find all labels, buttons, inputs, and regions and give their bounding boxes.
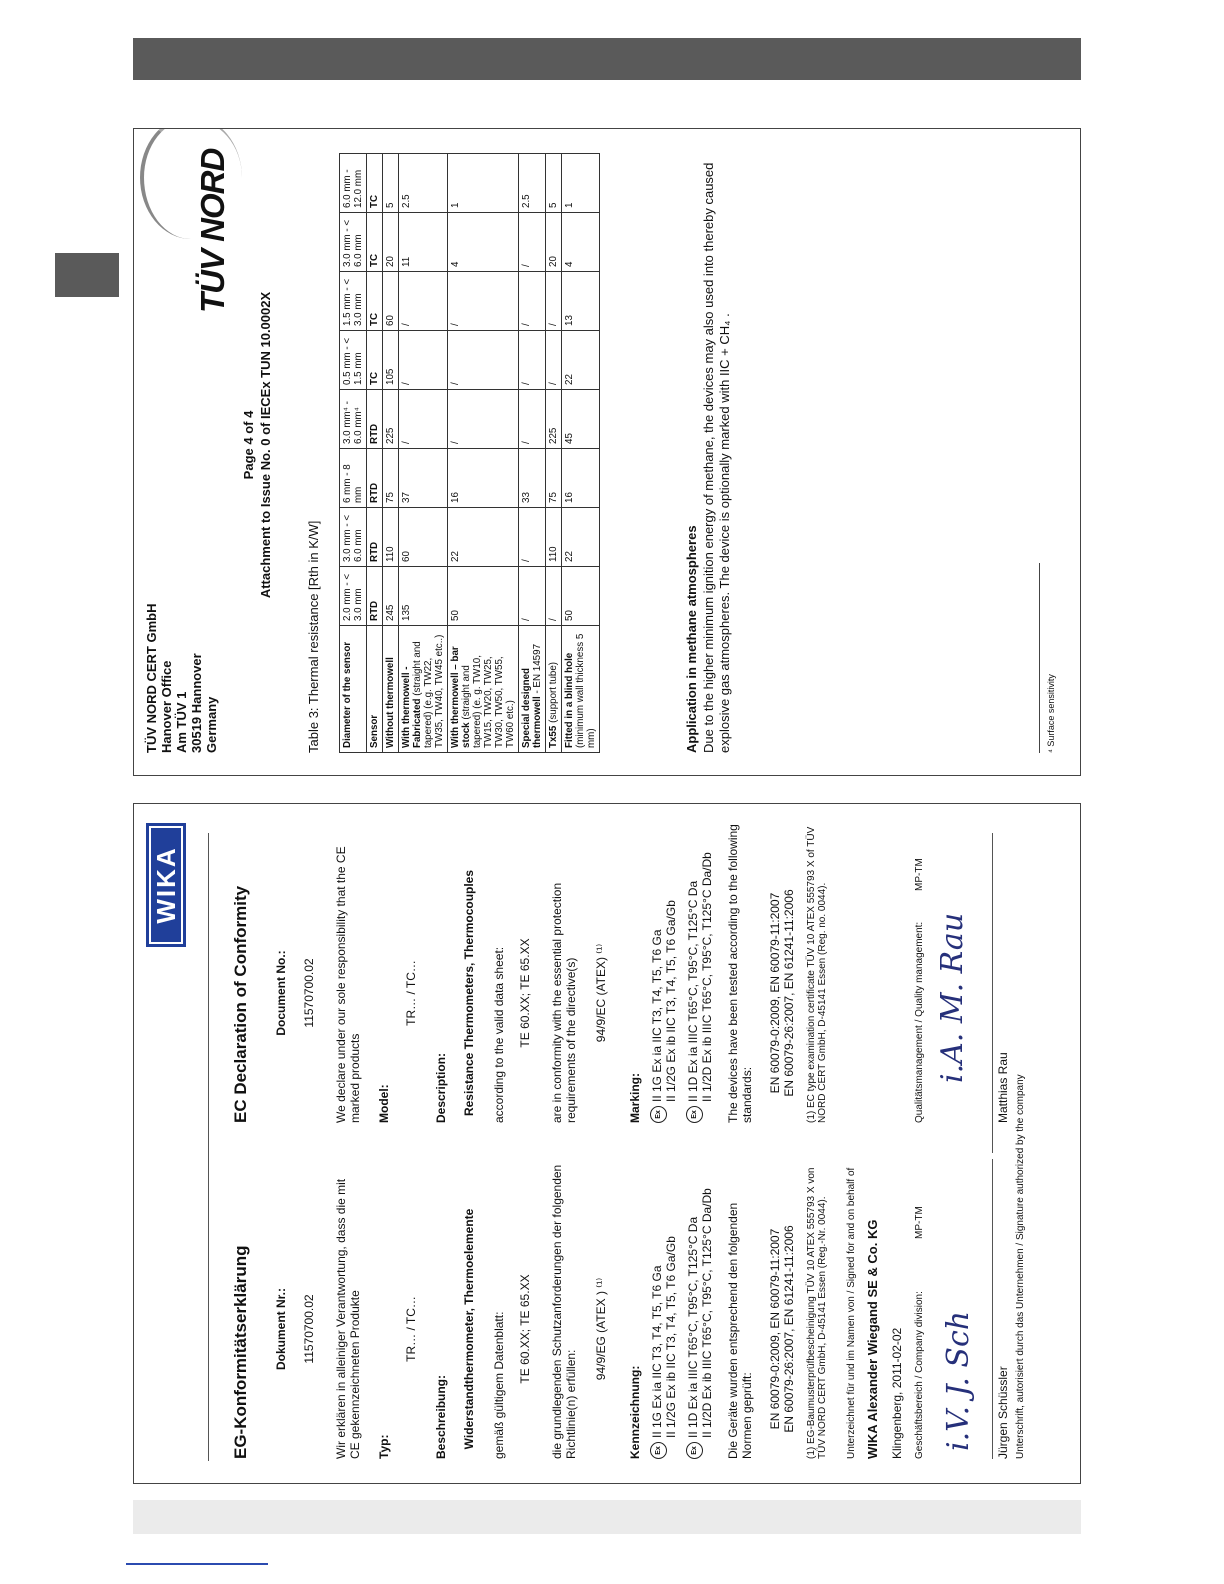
marking-line: II 1G Ex ia IIC T3, T4, T5, T6 Ga bbox=[650, 1265, 664, 1438]
table-cell: 11 bbox=[399, 213, 448, 272]
signer-name: Matthias Rau bbox=[996, 1052, 1010, 1123]
table-cell: 60 bbox=[383, 272, 399, 331]
document-number-label: Dokument Nr.: bbox=[274, 1288, 288, 1371]
table-cell: 50 bbox=[562, 567, 600, 626]
description-value: Widerstandthermometer, Thermoelemente bbox=[462, 1208, 476, 1450]
standards bbox=[768, 863, 796, 1123]
table-cell: / bbox=[399, 331, 448, 390]
table-cell: 110 bbox=[383, 508, 399, 567]
sensor-type-cell: TC bbox=[369, 371, 380, 385]
table-row bbox=[340, 154, 367, 753]
certificate-footnote: (1) EG-Baumusterprüfbescheinigung TÜV 10 ATEX 555793 X von TÜV NORD CERT GmbH, D-45141 Essen (Reg.-Nr. 0044). bbox=[806, 1167, 828, 1459]
diameter-header: Diameter of the sensor bbox=[342, 641, 353, 748]
declaration-intro: We declare under our sole responsibility that the CE marked products bbox=[334, 846, 362, 1123]
marking-line: II 1/2D Ex ib IIIC T65°C, T95°C, T125°C Da/Db bbox=[700, 852, 714, 1102]
table-row bbox=[383, 154, 399, 753]
division-label: Geschäftsbereich / Company division: bbox=[914, 1291, 925, 1459]
table-row bbox=[399, 154, 448, 753]
sensor-type-cell: TC bbox=[369, 194, 380, 208]
footnote-rule bbox=[1039, 563, 1040, 753]
table-cell: 1 bbox=[562, 154, 600, 213]
table-caption: Table 3: Thermal resistance [Rth in K/W] bbox=[306, 520, 321, 753]
row-label: Fitted in a blind hole bbox=[564, 652, 575, 748]
table-cell: 2.5 bbox=[399, 154, 448, 213]
directive: 94/9/EG (ATEX ) ⁽¹⁾ bbox=[594, 1277, 608, 1381]
ex-hexagon-icon: Ex bbox=[686, 1106, 703, 1123]
methane-section-text: Due to the higher minimum ignition energy of methane, the devices may also used into thereby caused explosive gas atmospheres. The device is optionally marked with IIC + CH₄ . bbox=[701, 162, 732, 753]
quality-management-value: MP-TM bbox=[914, 858, 925, 891]
table-cell: / bbox=[546, 272, 562, 331]
table-cell: / bbox=[448, 272, 519, 331]
table-cell: 50 bbox=[448, 567, 519, 626]
marking-dust bbox=[686, 1188, 714, 1459]
standard-line: EN 60079-0:2009, EN 60079-11:2007 bbox=[768, 1228, 782, 1430]
footer-link-underline bbox=[126, 1563, 268, 1565]
document-number: 11570700.02 bbox=[302, 1294, 316, 1364]
description-label: Beschreibung: bbox=[434, 1374, 448, 1459]
marking-line: II 1/2G Ex ib IIC T3, T4, T5, T6 Ga/Gb bbox=[664, 1236, 678, 1438]
table-row bbox=[562, 154, 600, 753]
document-number: 11570700.02 bbox=[302, 958, 316, 1028]
row-label: With thermowell - Fabricated bbox=[401, 666, 423, 748]
row-label-detail: (straight and tapered) (e.g. TW22, TW35, TW40, TW45 etc..) bbox=[412, 634, 445, 748]
datasheet-label: gemäß gültigem Datenblatt: bbox=[492, 1311, 506, 1459]
signature-de: i.V. J. Sch bbox=[941, 1310, 976, 1451]
standards bbox=[768, 1199, 796, 1459]
tuv-logo-text: TÜV NORD bbox=[194, 148, 231, 313]
document-number-label: Document No.: bbox=[274, 950, 288, 1036]
header-rule bbox=[208, 833, 209, 1461]
ex-hexagon-icon: Ex bbox=[686, 1442, 703, 1459]
table-cell: 20 bbox=[546, 213, 562, 272]
type-value: TR… / TC… bbox=[404, 1296, 418, 1362]
table-cell: / bbox=[519, 272, 546, 331]
datasheet-label: according to the valid data sheet: bbox=[492, 946, 506, 1123]
english-title: EC Declaration of Conformity bbox=[231, 885, 250, 1123]
standard-line: EN 60079-0:2009, EN 60079-11:2007 bbox=[768, 892, 782, 1094]
type-label: Typ: bbox=[377, 1434, 391, 1459]
table-cell: 22 bbox=[448, 508, 519, 567]
certificate-footnote: (1) EC type examination certificate TÜV 10 ATEX 555793 X of TÜV NORD CERT GmbH, D-45141 Essen (Reg. no. 0044). bbox=[806, 826, 828, 1123]
tuv-address-line: Hanover Office bbox=[159, 660, 174, 753]
table-cell: 75 bbox=[546, 449, 562, 508]
datasheet-value: TE 60.XX; TE 65.XX bbox=[518, 1274, 532, 1384]
tuv-attachment-page bbox=[133, 128, 1081, 776]
row-label-detail: (support tube) bbox=[548, 661, 559, 723]
table-row bbox=[367, 154, 383, 753]
table-cell: 37 bbox=[399, 449, 448, 508]
table-cell: / bbox=[546, 331, 562, 390]
tuv-address-line: Germany bbox=[204, 696, 219, 753]
conformity-text: are in conformity with the essential protection requirements of the directive(s) bbox=[550, 882, 578, 1123]
tested-text: Die Geräte wurden entsprechend den folgenden Normen geprüft: bbox=[726, 1202, 754, 1459]
marking-line: II 1/2D Ex ib IIIC T65°C, T95°C, T125°C Da/Db bbox=[700, 1188, 714, 1438]
table-cell: 20 bbox=[383, 213, 399, 272]
ex-hexagon-icon: Ex bbox=[650, 1106, 667, 1123]
table-row bbox=[546, 154, 562, 753]
diameter-column-header: 0.5 mm - < 1.5 mm bbox=[340, 331, 367, 390]
quality-management-label: Qualitätsmanagement / Quality management: bbox=[914, 921, 925, 1123]
table-cell: 13 bbox=[562, 272, 600, 331]
conformity-text: die grundlegenden Schutzanforderungen der folgenden Richtlinie(n) erfüllen: bbox=[550, 1164, 578, 1459]
table-cell: 75 bbox=[383, 449, 399, 508]
row-label: With thermowell – bar stock bbox=[450, 646, 472, 748]
table-cell: 16 bbox=[562, 449, 600, 508]
table-cell: / bbox=[519, 567, 546, 626]
tuv-page-heading bbox=[240, 265, 274, 625]
table-cell: 245 bbox=[383, 567, 399, 626]
table-cell: / bbox=[399, 272, 448, 331]
description-value: Resistance Thermometers, Thermocouples bbox=[462, 869, 476, 1117]
tuv-rotated-content bbox=[134, 129, 1080, 775]
diameter-column-header: 6.0 mm - 12.0 mm bbox=[340, 154, 367, 213]
table-cell: 60 bbox=[399, 508, 448, 567]
standard-line: EN 60079-26:2007, EN 61241-11:2006 bbox=[782, 889, 796, 1097]
sensor-type-cell: TC bbox=[369, 312, 380, 326]
signature-note: Unterschrift, autorisiert durch das Unternehmen / Signature authorized by the company bbox=[1015, 1074, 1026, 1459]
tuv-address bbox=[144, 604, 219, 754]
marking-gas bbox=[650, 1236, 678, 1459]
diameter-column-header: 6 mm - 8 mm bbox=[340, 449, 367, 508]
row-label-detail: (minimum wall thickness 5 mm) bbox=[575, 633, 597, 748]
standard-line: EN 60079-26:2007, EN 61241-11:2006 bbox=[782, 1225, 796, 1433]
table-cell: 5 bbox=[383, 154, 399, 213]
page-footer-bar bbox=[133, 1500, 1081, 1534]
signature-en: i.A. M. Rau bbox=[935, 912, 970, 1083]
table-row bbox=[519, 154, 546, 753]
row-label-detail: (straight and tapered) (e. g. TW10, TW15, TW20, TW25, TW30, TW50, TW55, TW60 etc.) bbox=[461, 655, 516, 748]
row-label: Special designed thermowell bbox=[521, 667, 543, 748]
diameter-column-header: 3.0 mm⁴ - 6.0 mm⁴ bbox=[340, 390, 367, 449]
thermal-resistance-table bbox=[339, 153, 600, 753]
table-cell: / bbox=[546, 567, 562, 626]
marking-line: II 1G Ex ia IIC T3, T4, T5, T6 Ga bbox=[650, 929, 664, 1102]
table-cell: 45 bbox=[562, 390, 600, 449]
table-row bbox=[448, 154, 519, 753]
marking-label: Marking: bbox=[628, 1072, 642, 1123]
model-value: TR… / TC… bbox=[404, 960, 418, 1026]
marking-gas bbox=[650, 900, 678, 1123]
tuv-address-line: Am TÜV 1 bbox=[174, 691, 189, 753]
directive: 94/9/EC (ATEX) ⁽¹⁾ bbox=[594, 943, 608, 1043]
table-cell: / bbox=[399, 390, 448, 449]
sensor-header: Sensor bbox=[369, 714, 380, 748]
table-cell: 22 bbox=[562, 331, 600, 390]
signer-name: Jürgen Schüssler bbox=[996, 1366, 1010, 1459]
table-cell: 33 bbox=[519, 449, 546, 508]
signature-rule bbox=[992, 833, 993, 1153]
wika-rotated-content bbox=[134, 804, 1080, 1483]
wika-logo bbox=[146, 823, 186, 947]
marking-line: II 1D Ex ia IIIC T65°C, T95°C, T125°C Da bbox=[686, 1216, 700, 1438]
surface-sensitivity-footnote: ⁴ Surface sensitivity bbox=[1046, 674, 1056, 753]
company-name: WIKA Alexander Wiegand SE & Co. KG bbox=[865, 1219, 880, 1459]
diameter-column-header: 3.0 mm - < 6.0 mm bbox=[340, 508, 367, 567]
signed-for-text: Unterzeichnet für und im Namen von / Signed for and on behalf of bbox=[846, 1167, 857, 1459]
row-label: Without thermowell bbox=[385, 657, 396, 748]
marking-label: Kennzeichnung: bbox=[628, 1365, 642, 1459]
wika-logo-text: WIKA bbox=[151, 828, 181, 942]
table-cell: 2.5 bbox=[519, 154, 546, 213]
diameter-column-header: 3.0 mm - < 6.0 mm bbox=[340, 213, 367, 272]
marking-dust bbox=[686, 852, 714, 1123]
sensor-type-cell: RTD bbox=[369, 600, 380, 621]
row-label: Tx55 bbox=[548, 725, 559, 748]
sensor-type-cell: RTD bbox=[369, 482, 380, 503]
german-title: EG-Konformitätserklärung bbox=[231, 1245, 250, 1459]
table-cell: / bbox=[448, 331, 519, 390]
table-cell: 5 bbox=[546, 154, 562, 213]
section-tab bbox=[55, 253, 119, 297]
table-cell: 1 bbox=[448, 154, 519, 213]
place-date: Klingenberg, 2011-02-02 bbox=[890, 1327, 904, 1459]
tuv-page-number: Page 4 of 4 bbox=[241, 410, 256, 480]
table-cell: / bbox=[519, 508, 546, 567]
declaration-intro: Wir erklären in alleiniger Verantwortung, dass die mit CE gekennzeichneten Produkte bbox=[334, 1178, 362, 1459]
methane-section-title: Application in methane atmospheres bbox=[684, 525, 699, 753]
tuv-attachment-title: Attachment to Issue No. 0 of IECEx TUN 10.0002X bbox=[258, 291, 273, 599]
table-cell: 105 bbox=[383, 331, 399, 390]
table-cell: 4 bbox=[448, 213, 519, 272]
table-cell: / bbox=[519, 390, 546, 449]
sensor-type-cell: RTD bbox=[369, 541, 380, 562]
datasheet-value: TE 60.XX; TE 65.XX bbox=[518, 938, 532, 1048]
ex-hexagon-icon: Ex bbox=[650, 1442, 667, 1459]
table-cell: 135 bbox=[399, 567, 448, 626]
tested-text: The devices have been tested according to the following standards: bbox=[726, 824, 754, 1123]
table-cell: 225 bbox=[546, 390, 562, 449]
table-cell: / bbox=[519, 331, 546, 390]
table-cell: / bbox=[448, 390, 519, 449]
table-cell: 4 bbox=[562, 213, 600, 272]
diameter-column-header: 1.5 mm - < 3.0 mm bbox=[340, 272, 367, 331]
table-cell: 16 bbox=[448, 449, 519, 508]
signature-rule bbox=[992, 1159, 993, 1459]
description-label: Description: bbox=[434, 1052, 448, 1123]
diameter-column-header: 2.0 mm - < 3.0 mm bbox=[340, 567, 367, 626]
model-label: Model: bbox=[377, 1084, 391, 1123]
tuv-address-line: TÜV NORD CERT GmbH bbox=[144, 603, 159, 753]
tuv-nord-logo bbox=[142, 133, 232, 313]
sensor-type-cell: RTD bbox=[369, 423, 380, 444]
division-value: MP-TM bbox=[914, 1206, 925, 1239]
row-label-detail: - EN 14597 bbox=[532, 643, 543, 694]
wika-declaration-page bbox=[133, 803, 1081, 1484]
table-cell: / bbox=[519, 213, 546, 272]
table-cell: 110 bbox=[546, 508, 562, 567]
sensor-type-cell: TC bbox=[369, 253, 380, 267]
tuv-address-line: 30519 Hannover bbox=[189, 653, 204, 753]
page-header-bar bbox=[133, 38, 1081, 80]
table-cell: 225 bbox=[383, 390, 399, 449]
marking-line: II 1D Ex ia IIIC T65°C, T95°C, T125°C Da bbox=[686, 880, 700, 1102]
table-cell: 22 bbox=[562, 508, 600, 567]
marking-line: II 1/2G Ex ib IIC T3, T4, T5, T6 Ga/Gb bbox=[664, 900, 678, 1102]
